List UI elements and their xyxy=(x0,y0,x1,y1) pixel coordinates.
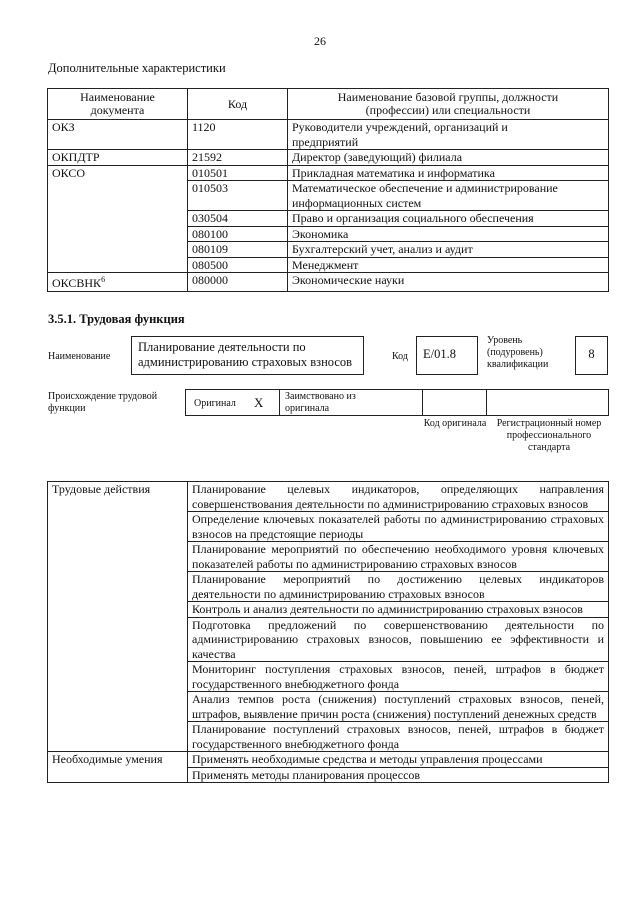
section-title: Дополнительные характеристики xyxy=(48,61,226,75)
code-label: Код xyxy=(392,351,408,362)
name-label: Наименование xyxy=(48,351,111,362)
table-row xyxy=(48,150,609,166)
level-value: 8 xyxy=(575,336,608,375)
code-cell: 21592 xyxy=(188,150,288,166)
doc-cell: ОКСО xyxy=(48,165,188,273)
code-cell: 080100 xyxy=(188,226,288,242)
doc-cell xyxy=(48,273,188,292)
action-item: Мониторинг поступления страховых взносов, пеней, штрафов в бюджет государственного внебюджетного фонда xyxy=(188,662,609,692)
table-row xyxy=(48,120,609,150)
doc-text: ОКСВНК xyxy=(52,276,102,290)
code-cell: 030504 xyxy=(188,211,288,227)
table-row xyxy=(48,752,609,768)
header-doc: Наименование документа xyxy=(48,89,188,120)
code-cell: 010503 xyxy=(188,181,288,211)
action-item: Анализ темпов роста (снижения) поступлений страховых взносов, пеней, штрафов, выявление причин роста (снижения) поступлений денежных средств xyxy=(188,692,609,722)
footnote-mark: 6 xyxy=(101,275,106,284)
name-cell: Математическое обеспечение и администрирование информационных систем xyxy=(288,181,609,211)
code-cell: 010501 xyxy=(188,165,288,181)
skill-item: Применять методы планирования процессов xyxy=(188,767,609,783)
name-cell: Руководители учреждений, организаций и предприятий xyxy=(288,120,609,150)
code-cell: 1120 xyxy=(188,120,288,150)
skills-label: Необходимые умения xyxy=(48,752,188,783)
function-name-value: Планирование деятельности по администрированию страховых взносов xyxy=(131,336,364,375)
name-cell: Директор (заведующий) филиала xyxy=(288,150,609,166)
origin-box xyxy=(185,389,609,416)
code-cell: 080500 xyxy=(188,257,288,273)
skill-item: Применять необходимые средства и методы управления процессами xyxy=(188,752,609,768)
header-name: Наименование базовой группы, должности (профессии) или специальности xyxy=(288,89,609,120)
code-cell: 080109 xyxy=(188,242,288,258)
divider xyxy=(422,390,423,415)
origin-label: Происхождение трудовой функции xyxy=(48,391,158,414)
name-cell: Прикладная математика и информатика xyxy=(288,165,609,181)
action-item: Планирование поступлений страховых взносов, пеней, штрафов в бюджет государственного внебюджетного фонда xyxy=(188,722,609,752)
level-label: Уровень (подуровень) квалификации xyxy=(487,335,549,370)
orig-code-label: Код оригинала xyxy=(423,418,487,429)
divider xyxy=(486,390,487,415)
code-cell: 080000 xyxy=(188,273,288,292)
labor-actions-table xyxy=(47,481,609,783)
table-header xyxy=(48,89,609,120)
action-item: Планирование мероприятий по обеспечению необходимого уровня ключевых показателей работы по администрированию страховых взносов xyxy=(188,542,609,572)
classification-table xyxy=(47,88,609,292)
divider xyxy=(279,390,280,415)
action-item: Контроль и анализ деятельности по администрированию страховых взносов xyxy=(188,602,609,618)
action-item: Определение ключевых показателей работы по администрированию страховых взносов на предстоящие периоды xyxy=(188,512,609,542)
name-cell: Экономика xyxy=(288,226,609,242)
header-code: Код xyxy=(188,89,288,120)
name-cell: Бухгалтерский учет, анализ и аудит xyxy=(288,242,609,258)
name-cell: Право и организация социального обеспечения xyxy=(288,211,609,227)
page-number: 26 xyxy=(314,34,326,48)
table-row xyxy=(48,165,609,181)
borrowed-label: Заимствовано из оригинала xyxy=(285,391,356,414)
name-cell: Менеджмент xyxy=(288,257,609,273)
actions-label: Трудовые действия xyxy=(48,482,188,752)
action-item: Планирование целевых индикаторов, определяющих направления совершенствования деятельности по администрированию страховых взносов xyxy=(188,482,609,512)
name-cell: Экономические науки xyxy=(288,273,609,292)
reg-number-label: Регистрационный номер профессионального стандарта xyxy=(496,418,602,453)
table-row xyxy=(48,273,609,292)
original-label: Оригинал xyxy=(194,398,236,409)
action-item: Подготовка предложений по совершенствованию деятельности по администрированию страховых взносов, повышению ее эффективности и качества xyxy=(188,617,609,662)
function-heading: 3.5.1. Трудовая функция xyxy=(48,312,185,326)
doc-cell: ОКЗ xyxy=(48,120,188,150)
table-row xyxy=(48,482,609,512)
action-item: Планирование мероприятий по достижению целевых индикаторов деятельности по администрированию страховых взносов xyxy=(188,572,609,602)
doc-cell: ОКПДТР xyxy=(48,150,188,166)
original-mark: X xyxy=(254,395,264,410)
function-code-value: E/01.8 xyxy=(416,336,478,375)
